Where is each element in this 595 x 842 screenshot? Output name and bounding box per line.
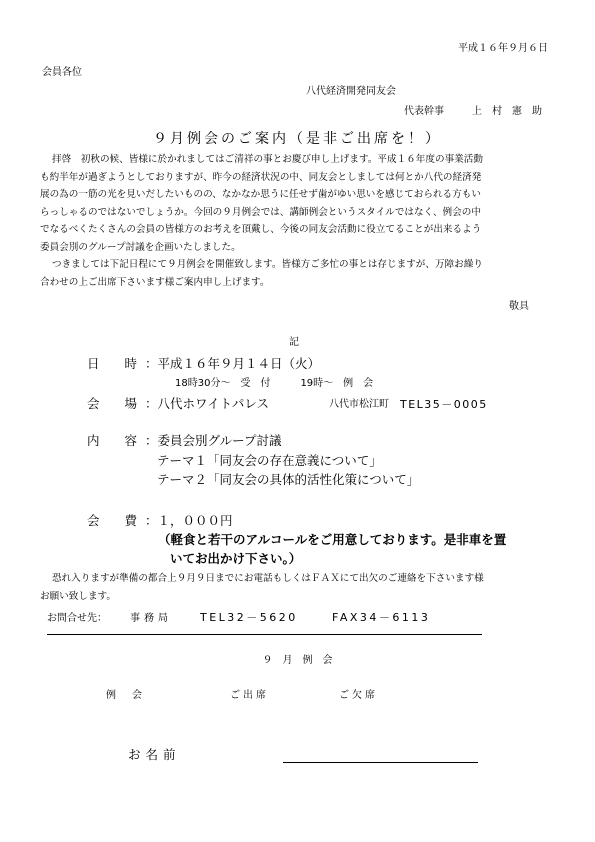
paragraph-line: お願い致します。: [40, 590, 116, 602]
fee-note-line-1: （軽食と若干のアルコールをご用意しております。是非車を置: [158, 532, 507, 547]
body-paragraph-1: [40, 151, 556, 256]
venue-tel: TEL35－0005: [400, 398, 488, 411]
theme-1: テーマ１「同友会の存在意義について」: [157, 453, 382, 468]
closing-keigu: 敬具: [509, 301, 529, 312]
representative-name: 上 村 憲 助: [472, 106, 542, 117]
paragraph-line: でなるべくたくさんの会員の皆様方のお考えを頂戴し、今後の同友会活動に役立てることが出来るよう: [40, 224, 482, 235]
reply-name-label: お名前: [128, 747, 181, 762]
body-paragraph-2: [40, 256, 556, 291]
paragraph-line: 委員会別のグループ討議を企画いたしました。: [40, 241, 241, 253]
paragraph-line: も約半年が過ぎようとしておりますが、昨今の経済状況の中、同友会としましては何とか八代の経済発: [40, 171, 482, 183]
theme-2: テーマ２「同友会の具体的活性化策について」: [157, 472, 420, 487]
venue-label: 会 場: [87, 396, 138, 411]
fee-value: ：１，０００円: [145, 513, 233, 528]
reply-event-label: 例 会: [106, 690, 145, 701]
date-value: ：平成１６年９月１４日（火）: [145, 356, 321, 371]
paragraph-line: 合わせの上ご出席下さいます様ご案内申し上げます。: [40, 276, 270, 288]
reply-attend-option[interactable]: ご出席: [230, 690, 269, 701]
paragraph-line: 恐れ入りますが準備の都合上９月９日までにお電話もしくはＦＡＸにて出欠のご連絡を下さいます様: [52, 573, 484, 584]
time-schedule: 18時30分～ 受 付 19時～ 例 会: [175, 378, 374, 389]
document-title: ９月例会のご案内（是非ご出席を！）: [153, 131, 442, 147]
venue-value: ：八代ホワイトパレス: [145, 396, 270, 411]
content-label: 内 容: [87, 433, 138, 448]
paragraph-line: つきましては下記日程にて９月例会を開催致します。皆様方ご多忙の事とは存じますが、万障お繰り: [52, 259, 483, 270]
representative-title: 代表幹事: [404, 106, 444, 117]
ki-heading: 記: [289, 337, 299, 348]
document-date: 平成１６年９月６日: [458, 43, 548, 54]
cut-line: [47, 634, 482, 635]
rsvp-request: [40, 570, 556, 605]
reply-absent-option[interactable]: ご欠席: [339, 690, 378, 701]
organization-name: 八代経済開発同友会: [306, 86, 396, 97]
paragraph-line: らっしゃるのではないでしょうか。今回の９月例会では、講師例会というスタイルではなく、例会の中: [40, 206, 481, 218]
paragraph-line: 拝啓 初秋の候、皆様に於かれましてはご清祥の事とお慶び申し上げます。平成１６年度の事業活動: [52, 154, 483, 165]
content-value: ：委員会別グループ討議: [145, 433, 282, 448]
contact-label: お問合せ先：: [47, 613, 107, 624]
reply-form-title: ９ 月 例 会: [262, 655, 333, 666]
name-entry-line[interactable]: [283, 762, 478, 763]
date-label: 日 時: [87, 356, 138, 371]
fee-label: 会 費: [87, 513, 138, 528]
fee-note-line-2: いてお出かけ下さい。）: [170, 551, 302, 566]
recipient: 会員各位: [42, 67, 82, 78]
venue-address: 八代市松江町: [329, 399, 389, 410]
contact-office: 事務局: [130, 613, 172, 624]
paragraph-line: 展の為の一筋の光を見いだしたいものの、なかなか思うに任せず歯がゆい思いを感じておられる方もい: [40, 189, 481, 200]
contact-tel: TEL32－5620: [200, 611, 298, 624]
contact-fax: FAX34－6113: [332, 611, 431, 624]
